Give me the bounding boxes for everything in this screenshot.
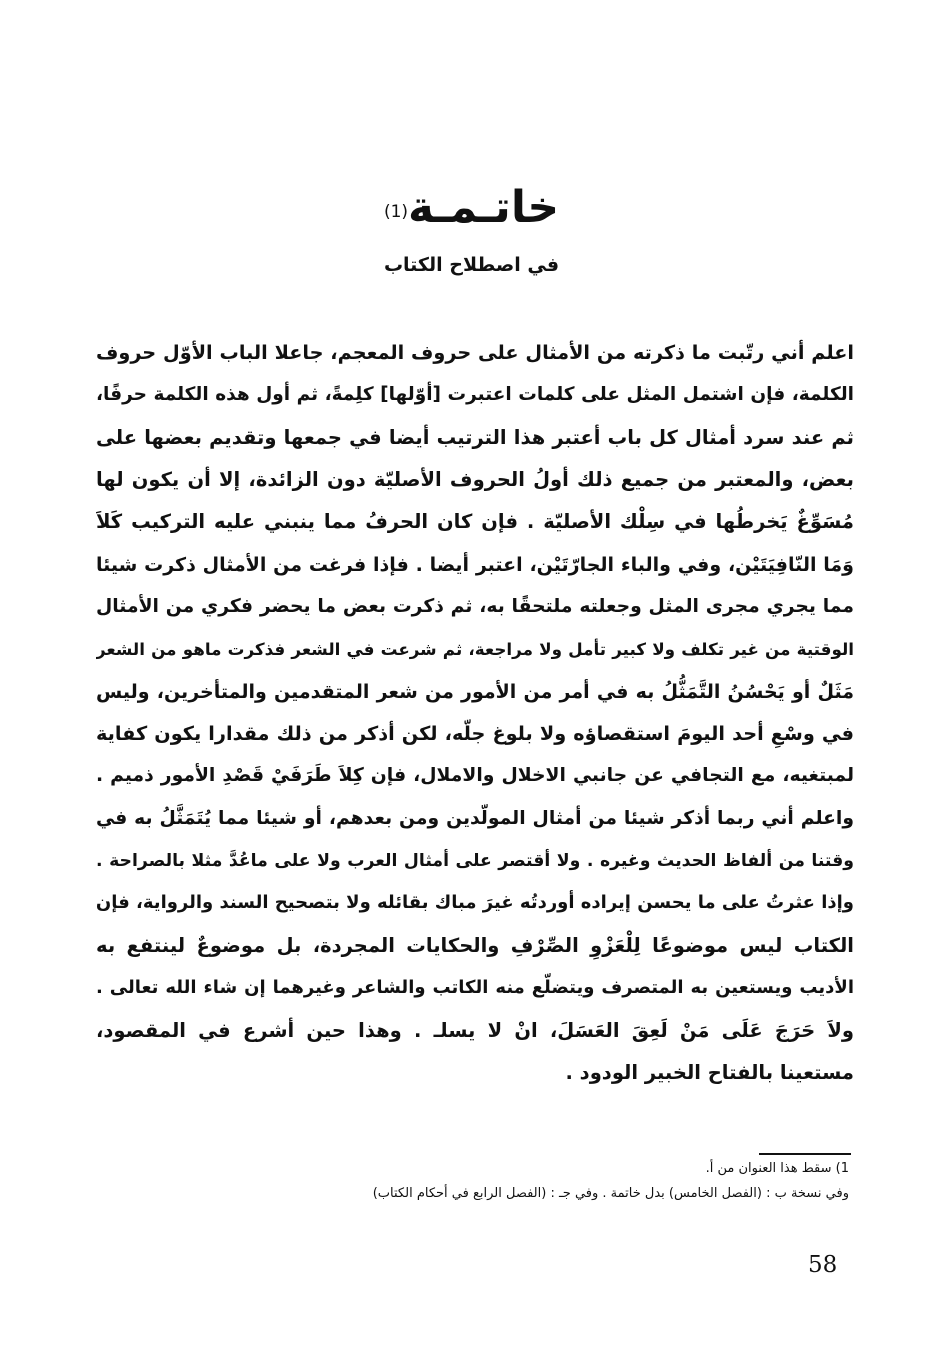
- text-line: في وسْعِ أحد اليومَ استقصاؤه ولا بلوغ جلّه، لكن أذكر من ذلك مقدارا يكون كفاية: [96, 722, 854, 746]
- body-paragraph: [96, 332, 854, 1094]
- text-line: الوقتية من غير تكلف ولا كبير تأمل ولا مراجعة، ثم شرعت في الشعر فذكرت ماهو من الشعر: [96, 639, 854, 660]
- footnote-divider: [759, 1153, 851, 1155]
- footnote-line: وفي نسخة ب : (الفصل الخامس) بدل خاتمة . وفي جـ : (الفصل الرابع في أحكام الكتاب): [372, 1186, 849, 1201]
- footnote-line: 1) سقط هذا العنوان من أ.: [705, 1161, 849, 1176]
- text-line: الأديب ويستعين به المتصرف ويتضلّع منه الكاتب والشاعر وغيرهما إن شاء الله تعالى .: [96, 977, 854, 999]
- chapter-title: [0, 178, 943, 238]
- text-line: اعلم أني رتّبت ما ذكرته من الأمثال على حروف المعجم، جاعلا الباب الأوّل حروف: [96, 341, 854, 364]
- text-line: الكلمة، فإن اشتمل المثل على كلمات اعتبرت [أوّلها] كلِمةً، ثم أول هذه الكلمة حرفًا،: [96, 384, 854, 406]
- text-line: مما يجري مجرى المثل وجعلته ملتحقًا به، ثم ذكرت بعض ما يحضر فكري من الأمثال: [96, 596, 854, 618]
- page-number: 58: [808, 1252, 838, 1278]
- text-line-last: مستعينا بالفتاح الخبير الودود .: [565, 1060, 854, 1084]
- text-line: مَثَلٌ أو يَحْسُنُ التَّمَثُّلُ به في أمر من الأمور من شعر المتقدمين والمتأخرين، وليس: [96, 680, 854, 703]
- text-line: وقتنا من ألفاظ الحديث وغيره . ولا أقتصر على أمثال العرب ولا على ماعُدَّ مثلا بالصراحة .: [96, 851, 854, 872]
- text-line: وإذا عثرتُ على ما يحسن إيراده أوردتُه غيرَ مباك بقائله ولا بتصحيح السند والرواية، فإن: [96, 892, 854, 914]
- text-line: ثم عند سرد أمثال كل باب أعتبر هذا الترتيب أيضا في جمعها وتقديم بعضها على: [96, 425, 854, 449]
- chapter-subtitle: في اصطلاح الكتاب: [383, 254, 560, 276]
- text-line: مُسَوِّغٌ يَخرطُها في سِلْك الأصليّة . فإن كان الحرفُ مما ينبني عليه التركيب كَلاَ: [96, 510, 854, 534]
- text-line: وَمَا النّافِيَتَيْن، وفي والباء الجارّتَيْن، اعتبر أيضا . فإذا فرغت من الأمثال ذكرت شيئا: [96, 553, 854, 576]
- footnote-reference: (1): [383, 202, 409, 222]
- text-line: الكتاب ليس موضوعًا لِلْعَزْوِ الصِّرْفِ والحكايات المجردة، بل موضوعٌ لينتفع به: [96, 933, 854, 957]
- text-line: لمبتغيه، مع التجافي عن جانبي الاخلال والاملال، فإن كِلاَ طَرَفَيْ قَصْدِ الأمور ذميم .: [96, 765, 854, 787]
- text-line: واعلم أني ربما أذكر شيئا من أمثال المولّدين ومن بعدهم، أو شيئا مما يُتَمَثَّلُ به في: [96, 807, 854, 829]
- text-line: ولاَ حَرَجَ عَلَى مَنْ لَعِقَ العَسَلَ، انْ لا يسلـ . وهذا حين أشرع في المقصود،: [96, 1018, 854, 1042]
- chapter-title-text: خاتـمـة: [408, 182, 560, 233]
- footnotes: [149, 1156, 849, 1206]
- text-line: بعض، والمعتبر من جميع ذلك أولُ الحروف الأصليّة دون الزائدة، إلا أن يكون لها: [96, 468, 854, 492]
